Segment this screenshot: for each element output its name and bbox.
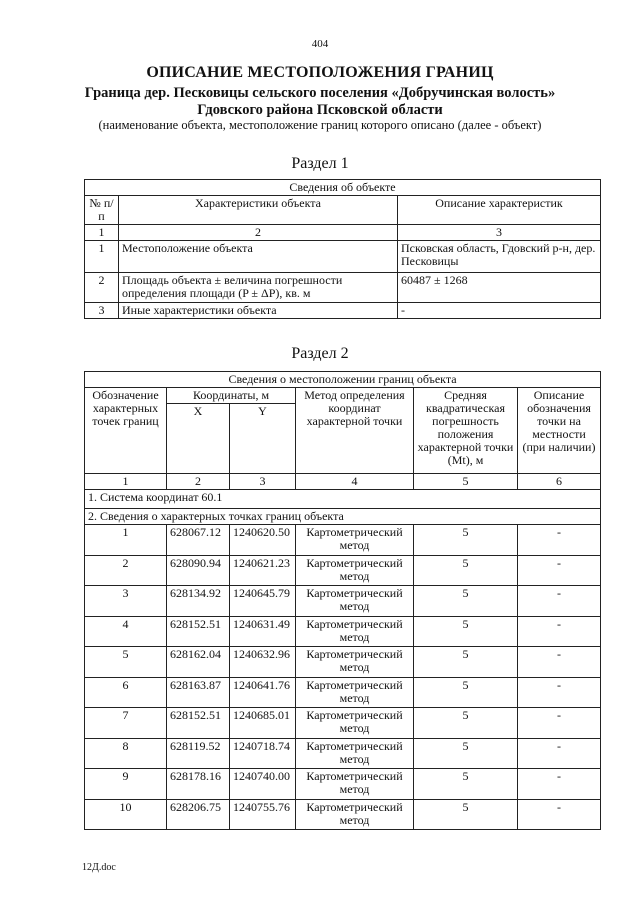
header-num: № п/п — [85, 196, 119, 225]
desc-cell: - — [518, 738, 601, 769]
point-cell: 8 — [85, 738, 167, 769]
x-cell: 628163.87 — [167, 677, 230, 708]
y-cell: 1240718.74 — [230, 738, 296, 769]
table-row — [85, 616, 601, 647]
desc-cell: - — [518, 647, 601, 678]
accuracy-cell: 5 — [414, 525, 518, 556]
point-cell: 6 — [85, 677, 167, 708]
characteristic-cell: Иные характеристики объекта — [119, 303, 398, 319]
col-number: 5 — [414, 474, 518, 490]
x-cell: 628152.51 — [167, 708, 230, 739]
accuracy-cell: 5 — [414, 799, 518, 830]
col-number: 3 — [398, 225, 601, 241]
accuracy-cell: 5 — [414, 616, 518, 647]
y-cell: 1240631.49 — [230, 616, 296, 647]
header-x: X — [167, 404, 230, 474]
y-cell: 1240621.23 — [230, 555, 296, 586]
table-row — [85, 677, 601, 708]
x-cell: 628152.51 — [167, 616, 230, 647]
header-y: Y — [230, 404, 296, 474]
accuracy-cell: 5 — [414, 708, 518, 739]
point-cell: 5 — [85, 647, 167, 678]
table-row — [85, 769, 601, 800]
desc-cell: - — [518, 525, 601, 556]
x-cell: 628119.52 — [167, 738, 230, 769]
col-number: 1 — [85, 225, 119, 241]
point-cell: 7 — [85, 708, 167, 739]
accuracy-cell: 5 — [414, 586, 518, 617]
col-number: 2 — [119, 225, 398, 241]
table-row — [85, 738, 601, 769]
section-2-title: Раздел 2 — [291, 345, 349, 362]
section-1-title: Раздел 1 — [291, 155, 349, 172]
subtitle-line-2: Гдовского района Псковской области — [197, 102, 443, 118]
accuracy-cell: 5 — [414, 677, 518, 708]
boundary-points-table — [84, 371, 601, 830]
point-cell: 9 — [85, 769, 167, 800]
table-row — [85, 708, 601, 739]
page-number: 404 — [311, 38, 329, 50]
table-row — [85, 647, 601, 678]
description-cell: Псковская область, Гдовский р-н, дер. Песковицы — [398, 241, 601, 273]
header-desc: Описание обозначения точки на местности (при наличии) — [518, 388, 601, 474]
method-cell: Картометрический метод — [296, 708, 414, 739]
row-number: 3 — [85, 303, 119, 319]
subtitle-note: (наименование объекта, местоположение границ которого описано (далее - объект) — [98, 118, 542, 132]
table-row — [85, 241, 601, 273]
header-description: Описание характеристик — [398, 196, 601, 225]
x-cell: 628162.04 — [167, 647, 230, 678]
desc-cell: - — [518, 555, 601, 586]
table-row — [85, 303, 601, 319]
header-coords: Координаты, м — [167, 388, 296, 404]
characteristic-cell: Площадь объекта ± величина погрешности определения площади (P ± ΔP), кв. м — [119, 273, 398, 303]
document-subtitle — [40, 85, 600, 119]
col-number: 6 — [518, 474, 601, 490]
y-cell: 1240645.79 — [230, 586, 296, 617]
point-cell: 1 — [85, 525, 167, 556]
points-caption: 2. Сведения о характерных точках границ объекта — [85, 509, 601, 525]
row-number: 1 — [85, 241, 119, 273]
desc-cell: - — [518, 586, 601, 617]
row-number: 2 — [85, 273, 119, 303]
description-cell: 60487 ± 1268 — [398, 273, 601, 303]
x-cell: 628206.75 — [167, 799, 230, 830]
table-row — [85, 799, 601, 830]
method-cell: Картометрический метод — [296, 677, 414, 708]
col-number: 1 — [85, 474, 167, 490]
x-cell: 628178.16 — [167, 769, 230, 800]
accuracy-cell: 5 — [414, 647, 518, 678]
table-caption: Сведения об объекте — [85, 180, 601, 196]
method-cell: Картометрический метод — [296, 647, 414, 678]
x-cell: 628134.92 — [167, 586, 230, 617]
description-cell: - — [398, 303, 601, 319]
x-cell: 628090.94 — [167, 555, 230, 586]
col-number: 4 — [296, 474, 414, 490]
footer-filename: 12Д.doc — [82, 862, 116, 873]
header-characteristic: Характеристики объекта — [119, 196, 398, 225]
coord-system: 1. Система координат 60.1 — [85, 490, 601, 509]
method-cell: Картометрический метод — [296, 738, 414, 769]
subtitle-line-1: Граница дер. Песковицы сельского поселения «Добручинская волость» — [84, 85, 556, 101]
desc-cell: - — [518, 708, 601, 739]
characteristic-cell: Местоположение объекта — [119, 241, 398, 273]
method-cell: Картометрический метод — [296, 525, 414, 556]
point-cell: 2 — [85, 555, 167, 586]
col-number: 2 — [167, 474, 230, 490]
method-cell: Картометрический метод — [296, 769, 414, 800]
header-point: Обозначение характерных точек границ — [85, 388, 167, 474]
document-title: ОПИСАНИЕ МЕСТОПОЛОЖЕНИЯ ГРАНИЦ — [146, 64, 494, 81]
header-accuracy: Средняя квадратическая погрешность положения характерной точки (Mt), м — [414, 388, 518, 474]
table-row — [85, 525, 601, 556]
desc-cell: - — [518, 616, 601, 647]
point-cell: 4 — [85, 616, 167, 647]
method-cell: Картометрический метод — [296, 799, 414, 830]
y-cell: 1240620.50 — [230, 525, 296, 556]
table-row — [85, 273, 601, 303]
method-cell: Картометрический метод — [296, 555, 414, 586]
desc-cell: - — [518, 799, 601, 830]
accuracy-cell: 5 — [414, 555, 518, 586]
y-cell: 1240685.01 — [230, 708, 296, 739]
table-row — [85, 586, 601, 617]
point-cell: 3 — [85, 586, 167, 617]
table-row — [85, 555, 601, 586]
accuracy-cell: 5 — [414, 769, 518, 800]
y-cell: 1240755.76 — [230, 799, 296, 830]
x-cell: 628067.12 — [167, 525, 230, 556]
table-caption: Сведения о местоположении границ объекта — [85, 372, 601, 388]
col-number: 3 — [230, 474, 296, 490]
header-method: Метод определения координат характерной точки — [296, 388, 414, 474]
y-cell: 1240641.76 — [230, 677, 296, 708]
method-cell: Картометрический метод — [296, 586, 414, 617]
y-cell: 1240632.96 — [230, 647, 296, 678]
desc-cell: - — [518, 677, 601, 708]
method-cell: Картометрический метод — [296, 616, 414, 647]
desc-cell: - — [518, 769, 601, 800]
y-cell: 1240740.00 — [230, 769, 296, 800]
point-cell: 10 — [85, 799, 167, 830]
points-body — [85, 525, 601, 830]
accuracy-cell: 5 — [414, 738, 518, 769]
object-info-table — [84, 179, 601, 319]
